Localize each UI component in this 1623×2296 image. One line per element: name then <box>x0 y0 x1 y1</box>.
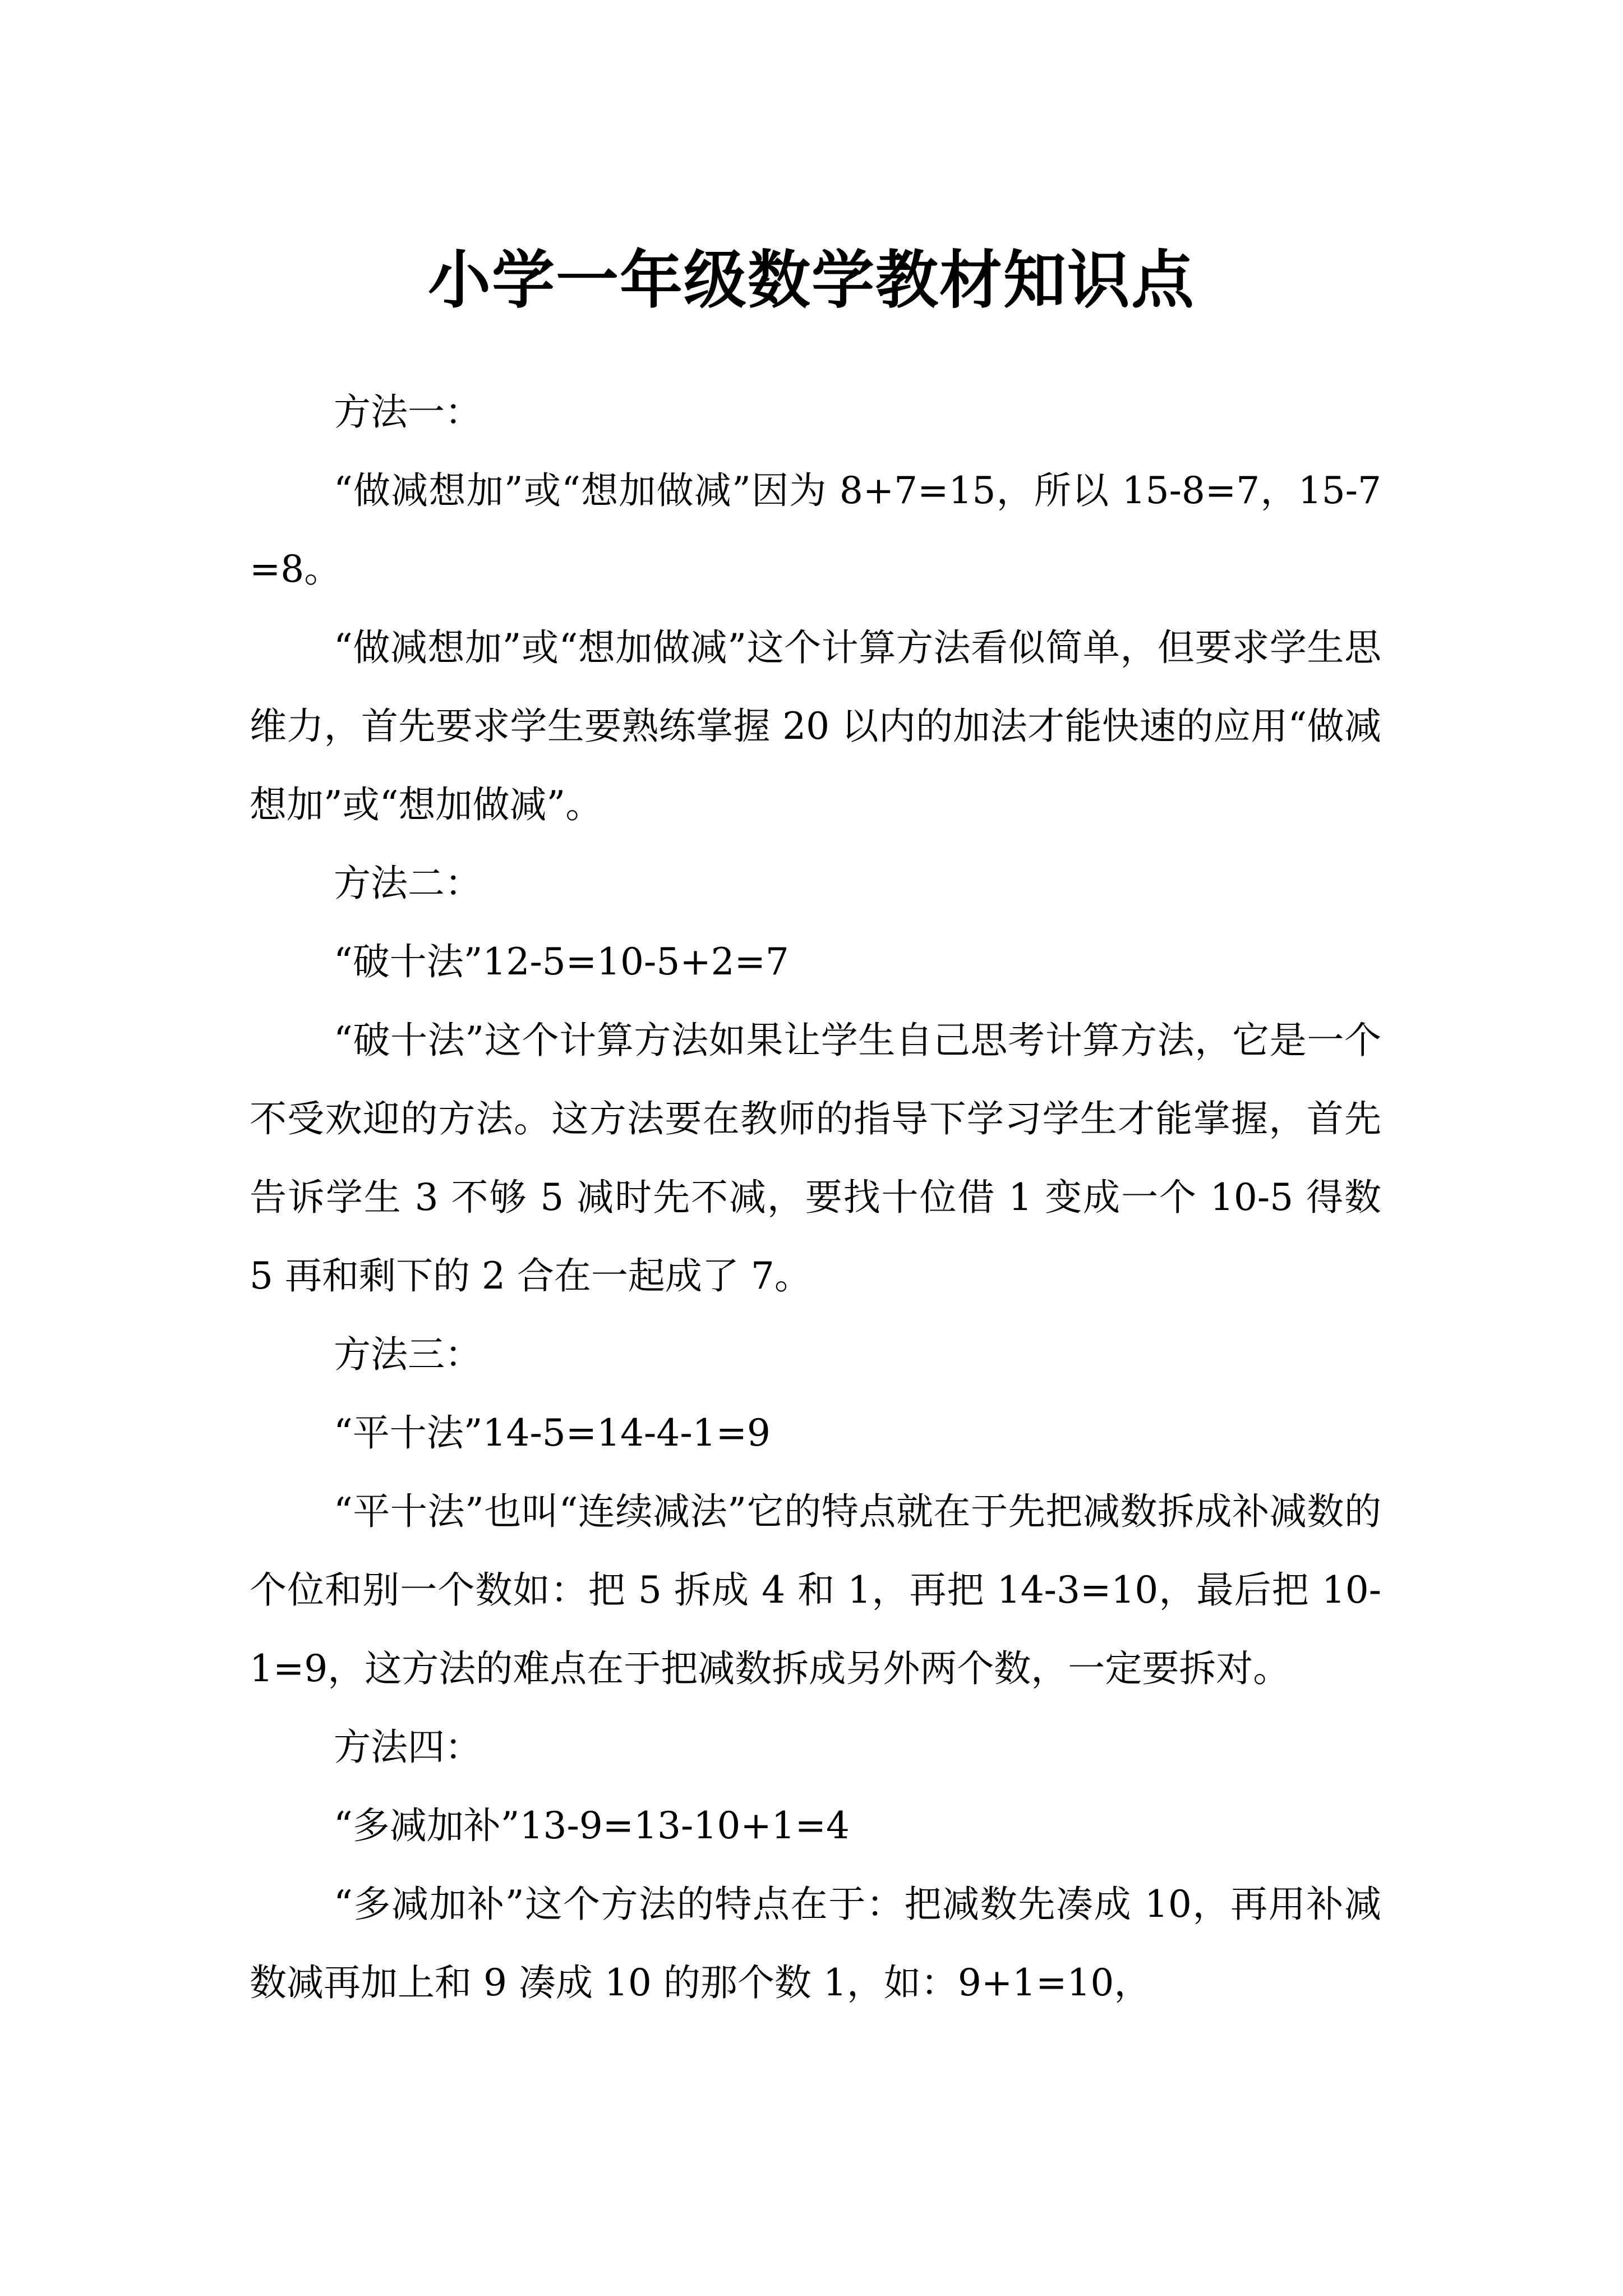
method-1-explanation: “做减想加”或“想加做减”这个计算方法看似简单，但要求学生思维力，首先要求学生要熟练掌握 20 以内的加法才能快速的应用“做减想加”或“想加做减”。 <box>250 626 1381 826</box>
method-3-heading: 方法三： <box>334 1333 482 1376</box>
method-2-formula: “破十法”12-5=10-5+2=7 <box>334 940 789 983</box>
method-3-explanation: “平十法”也叫“连续减法”它的特点就在于先把减数拆成补减数的个位和别一个数如：把 5 拆成 4 和 1，再把 14-3=10，最后把 10-1=9，这方法的难点在于把减数拆成另外两个数，一定要拆对。 <box>250 1490 1381 1690</box>
method-1-formula: “做减想加”或“想加做减”因为 8+7=15，所以 15-8=7，15-7=8。 <box>250 469 1381 591</box>
page-title: 小学一年级数学教材知识点 <box>428 243 1195 318</box>
method-4-formula: “多减加补”13-9=13-10+1=4 <box>334 1804 850 1847</box>
method-2-heading: 方法二： <box>334 862 482 905</box>
method-2-explanation: “破十法”这个计算方法如果让学生自己思考计算方法，它是一个不受欢迎的方法。这方法要在教师的指导下学习学生才能掌握，首先告诉学生 3 不够 5 减时先不减，要找十位借 1 变成一个 10-5 得数 5 再和剩下的 2 合在一起成了 7。 <box>250 1019 1381 1297</box>
method-3-formula: “平十法”14-5=14-4-1=9 <box>334 1411 771 1455</box>
method-1-heading: 方法一： <box>334 390 482 434</box>
document-body <box>250 373 1381 2022</box>
method-4-explanation: “多减加补”这个方法的特点在于：把减数先凑成 10，再用补减数减再加上和 9 凑成 10 的那个数 1，如：9+1=10， <box>250 1883 1381 2004</box>
method-4-heading: 方法四： <box>334 1726 482 1769</box>
